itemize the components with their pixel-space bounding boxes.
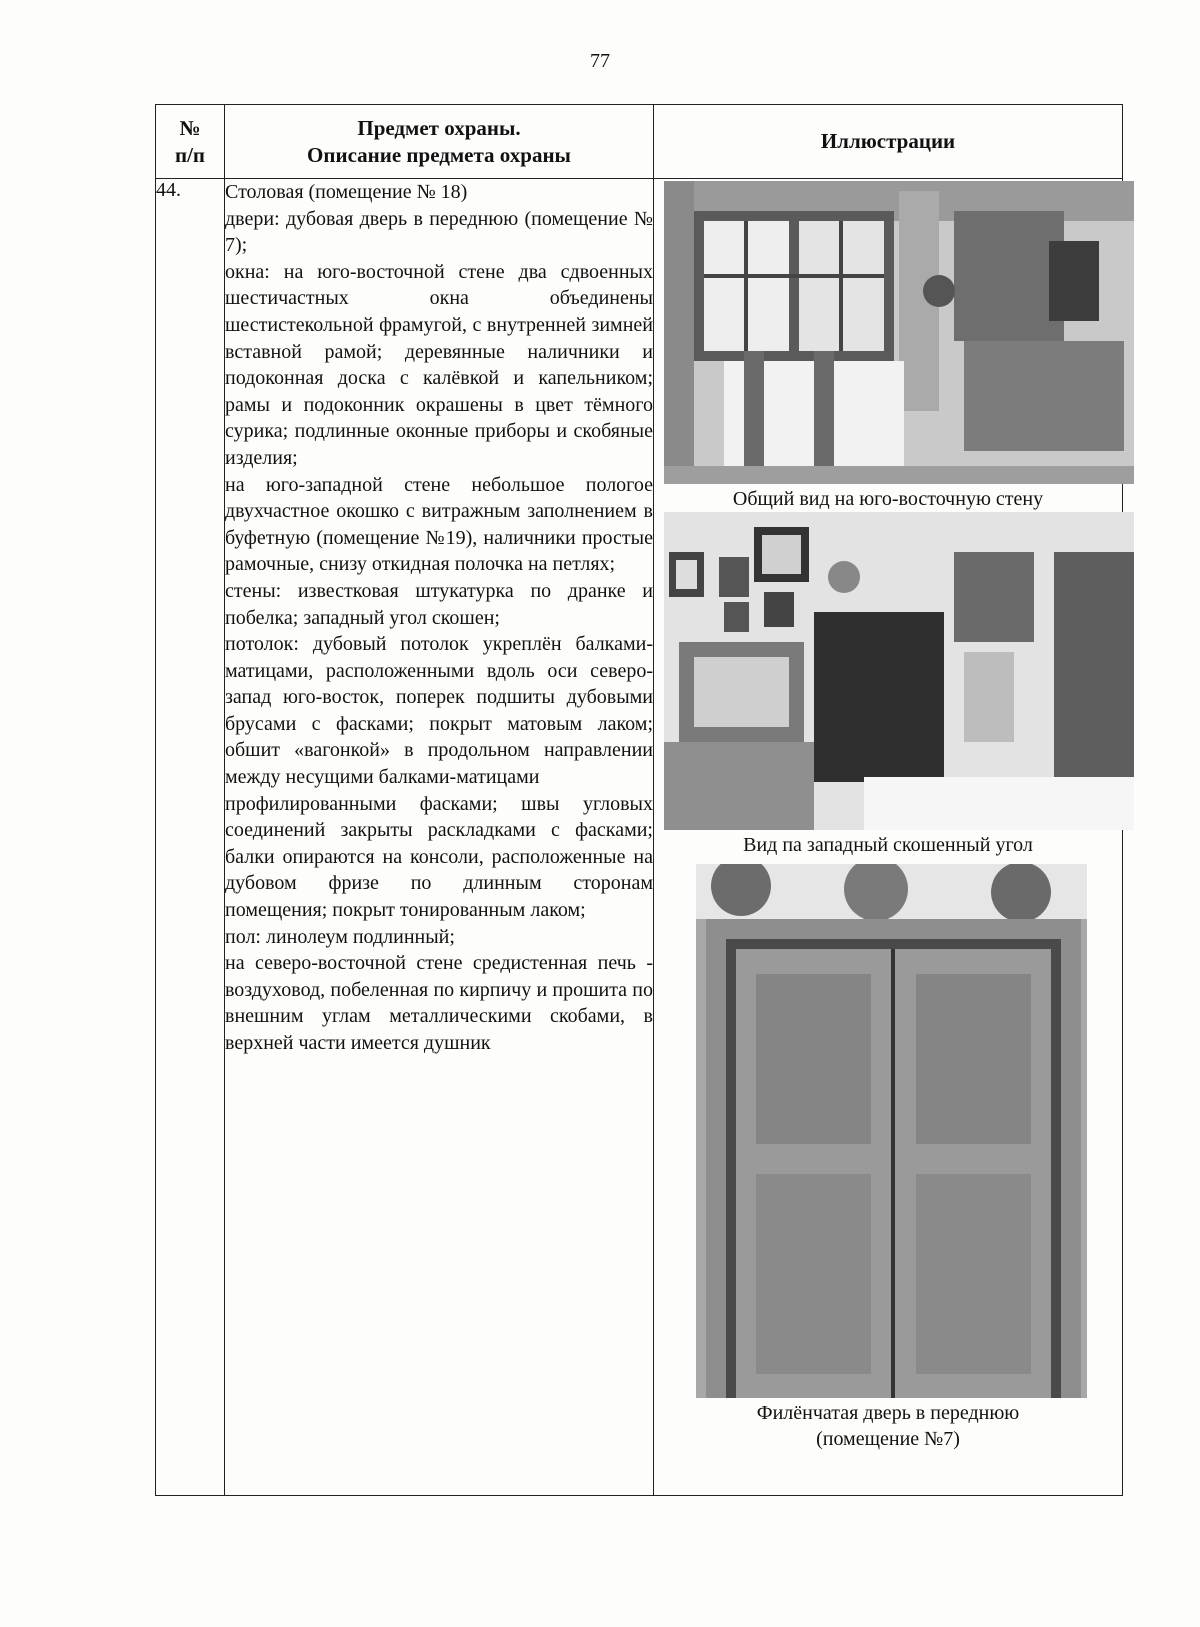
description-item: на северо-восточной стене средистенная печь - воздуховод, побеленная по кирпичу и прошита по внешним углам металлическими скобами, в верхней части имеется душник <box>225 952 653 1054</box>
photo-panelled-door <box>696 864 1087 1398</box>
photo-western-corner <box>664 512 1134 830</box>
caption-western-corner: Вид па западный скошенный угол <box>743 834 1033 856</box>
row-number: 44. <box>156 179 225 1496</box>
caption-panelled-door-line2: (помещение №7) <box>816 1428 960 1450</box>
row-description <box>225 179 654 1496</box>
caption-southeast-wall: Общий вид на юго-восточную стену <box>732 488 1044 510</box>
description-item: потолок: дубовый потолок укреплён балками-матицами, расположенными вдоль оси северо-запад юго-восток, поперек подшиты дубовыми брусами с фасками; покрыт матовым лаком; обшит «вагонкой» в продольном направлении между несущими балками-матицами <box>225 633 653 789</box>
row-illustrations <box>654 179 1123 1496</box>
description-item: стены: известковая штукатурка по дранке и побелка; западный угол скошен; <box>225 579 653 629</box>
description-item: на юго-западной стене небольшое пологое двухчастное окошко с витражным заполнением в буфетную (помещение №19), наличники простые рамочные, снизу откидная полочка на петлях; <box>225 473 653 576</box>
protection-table <box>155 104 1123 1496</box>
header-description-line1: Предмет охраны. <box>357 115 521 140</box>
description-item: двери: дубовая дверь в переднюю (помещение № 7); <box>225 207 653 257</box>
description-item: профилированными фасками; швы угловых соединений закрыты раскладками с фасками; балки опираются на консоли, расположенные на дубовом фризе по длинным сторонам помещения; покрыт тонированным лаком; <box>225 792 653 922</box>
table-header-row <box>156 105 1123 179</box>
header-number-line1: № <box>179 115 201 140</box>
caption-panelled-door-line1: Филёнчатая дверь в переднюю <box>756 1402 1020 1424</box>
caption-panelled-door <box>654 1400 1122 1452</box>
header-description-line2: Описание предмета охраны <box>307 142 571 167</box>
header-illustrations: Иллюстрации <box>654 105 1123 179</box>
description-item: пол: линолеум подлинный; <box>225 925 455 948</box>
room-title: Столовая (помещение № 18) <box>225 181 468 203</box>
header-number <box>156 105 225 179</box>
photo-southeast-wall <box>664 181 1134 484</box>
header-description <box>225 105 654 179</box>
page-number: 77 <box>590 50 610 72</box>
description-item: окна: на юго-восточной стене два сдвоенных шестичастных окна объединены шестистекольной фрамугой, с внутренней зимней вставной рамой; деревянные наличники и подоконная доска с калёвкой и капельником; рамы и подоконник окрашены в цвет тёмного сурика; подлинные оконные приборы и скобяные изделия; <box>225 260 653 469</box>
header-number-line2: п/п <box>174 142 206 167</box>
table-row <box>156 179 1123 1496</box>
